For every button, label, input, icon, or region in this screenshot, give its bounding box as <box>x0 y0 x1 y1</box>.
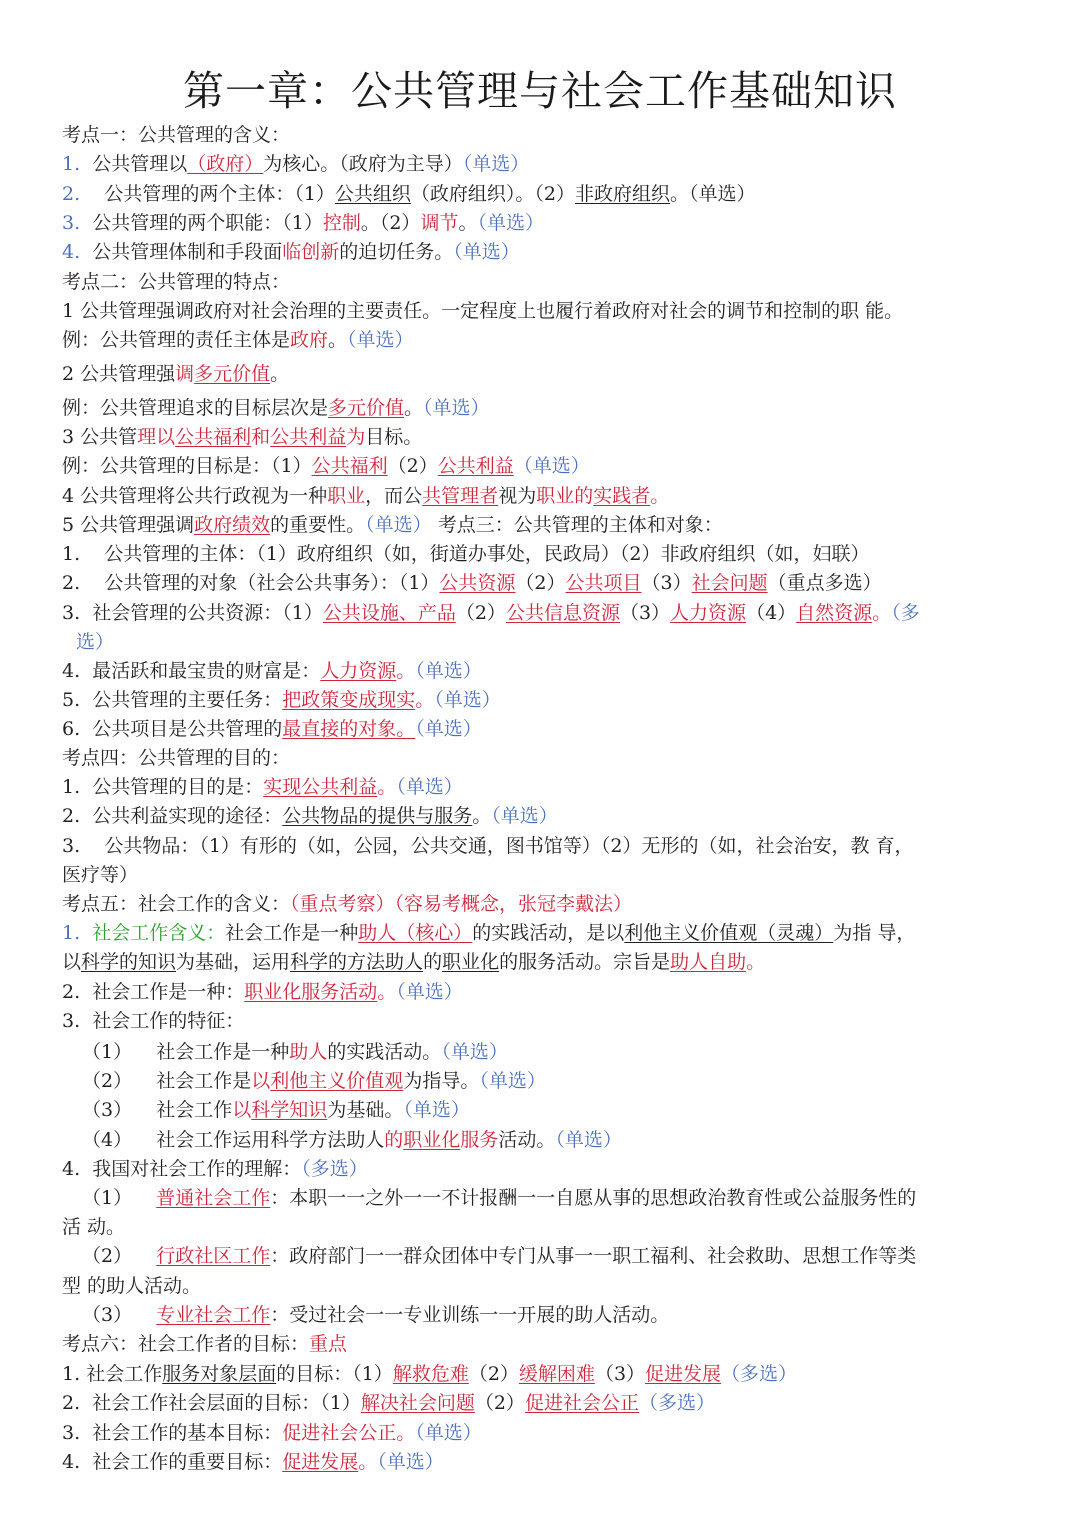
text-run: 社会工作是一种： <box>92 981 245 1003</box>
text-run: （单选） <box>396 776 463 798</box>
list-item <box>62 240 1022 264</box>
text-run: 社会工作含义： <box>92 922 226 944</box>
text-run: 以 <box>62 951 82 973</box>
text-run: 为指 导， <box>833 922 916 944</box>
text-run: 为基础。 <box>327 1099 404 1121</box>
list-item <box>62 542 1022 566</box>
text-run: （3） <box>594 1363 646 1385</box>
text-run: （单选） <box>365 514 432 536</box>
text-run: 公共项目是公共管理的 <box>92 718 283 740</box>
text-run: 活 动。 <box>62 1216 126 1238</box>
text-run: 活动。 <box>498 1129 556 1151</box>
text-run: （4） <box>746 602 797 624</box>
text-run: 。 <box>396 1422 416 1444</box>
text-run: 。 <box>377 981 397 1003</box>
text-run: 公共物品：（1）有形的（如，公园，公共交通，图书馆等）（2）无形的（如，社会治安，教 育， <box>104 835 914 857</box>
text-run: 调节 <box>420 212 459 234</box>
text-run: 多元价值 <box>194 363 271 385</box>
text-run: 公共信息资源 <box>505 602 620 624</box>
text-run: 临创新 <box>282 241 340 263</box>
list-item-continuation <box>62 863 1022 887</box>
text-run: 1 公共管理强调政府对社会治理的主要责任。一定程度上也履行着政府对社会的调节和控制的职 能。 <box>62 300 904 322</box>
text-run: 3. <box>62 1010 81 1032</box>
text-run: 调 <box>175 363 195 385</box>
list-item <box>62 362 1022 386</box>
text-run: 公共组织 <box>334 183 411 205</box>
text-run: 助人 <box>289 1041 328 1063</box>
text-run: 公共管理以 <box>92 153 188 175</box>
text-run: 公共管理的主要任务： <box>92 689 283 711</box>
list-item <box>62 1391 1022 1415</box>
text-run: 共管理者 <box>422 485 499 507</box>
text-run: 社会工作社会层面的目标：（1） <box>92 1392 361 1414</box>
text-run: （重点多选） <box>767 572 882 594</box>
list-item-continuation <box>62 950 1022 974</box>
list-item <box>62 804 1022 828</box>
text-run: （2） <box>455 602 506 624</box>
text-run: 。 <box>650 485 670 507</box>
text-run: 社会管理的公共资源：（1） <box>92 602 323 624</box>
text-run: （1） <box>82 1041 133 1063</box>
text-run: 公共利益 <box>270 426 347 448</box>
text-run: 2. <box>62 183 81 205</box>
text-run: 为指导。 <box>403 1070 480 1092</box>
text-run: 社会工作是一种 <box>156 1041 290 1063</box>
text-run: 行政社区工作 <box>156 1245 271 1267</box>
text-run: （单选） <box>434 689 501 711</box>
text-run: （2） <box>468 1363 519 1385</box>
text-run: （单选） <box>555 1129 622 1151</box>
text-run: （3） <box>641 572 692 594</box>
text-run: （单选） <box>441 1041 508 1063</box>
text-run: 实践者 <box>593 485 651 507</box>
text-run: （单选） <box>479 1070 546 1092</box>
text-run: 职业化服务活动 <box>244 981 378 1003</box>
text-run: （2） <box>82 1070 133 1092</box>
section-heading-6 <box>62 1332 1022 1356</box>
sub-list-item <box>82 1303 1042 1327</box>
text-run: 5. <box>62 689 81 711</box>
text-run: 的重要性。 <box>270 514 366 536</box>
list-item <box>62 484 1022 508</box>
text-run: 考点三：公共管理的主体和对象： <box>431 514 723 536</box>
text-run: 公共管理的主体：（1）政府组织（如，街道办事处，民政局）（2）非政府组织（如，妇联） <box>104 543 870 565</box>
text-run: 人力资源 <box>320 660 397 682</box>
text-run: 4. <box>62 660 81 682</box>
text-run: 为核心。（政府为主导） <box>263 153 463 175</box>
text-run: 2. <box>62 1392 81 1414</box>
sub-list-item <box>82 1069 1042 1093</box>
text-run: 公共利益实现的途径： <box>92 805 283 827</box>
text-run: 职业 <box>536 485 575 507</box>
text-run: （多选） <box>638 1392 715 1414</box>
text-run: 。 <box>396 718 416 740</box>
list-item <box>62 601 1022 625</box>
text-run: 非政府组织 <box>575 183 671 205</box>
text-run: （多选） <box>721 1363 798 1385</box>
text-run: 我国对社会工作的理解： <box>92 1158 302 1180</box>
list-item <box>62 1450 1022 1474</box>
text-run: 1. <box>62 922 81 944</box>
text-run: 利他主义价值观 <box>270 1070 404 1092</box>
sub-list-item <box>82 1128 1042 1152</box>
text-run: 的 <box>384 1129 404 1151</box>
text-run: 的 <box>574 485 594 507</box>
text-run: （单选） <box>423 397 490 419</box>
text-run: 公共物品的提供与服务 <box>282 805 473 827</box>
text-run: （政府组织）。（2） <box>410 183 576 205</box>
text-run: 社会问题 <box>691 572 768 594</box>
text-run: ：本职一一之外一一不计报酬一一自愿从事的思想政治教育性或公益服务性的 <box>270 1187 917 1209</box>
text-run: 1. <box>62 776 81 798</box>
text-run: 公共管理的对象（社会公共事务）：（1） <box>104 572 440 594</box>
text-run: 社会工作的特征： <box>92 1010 245 1032</box>
text-run: 4. <box>62 1451 81 1473</box>
section-heading-1 <box>62 123 1022 147</box>
text-run: （多选） <box>301 1158 368 1180</box>
text-run: 1. <box>62 543 81 565</box>
text-run: 解救危难 <box>392 1363 469 1385</box>
text-run: 解决社会问题 <box>360 1392 475 1414</box>
text-run: （2） <box>515 572 566 594</box>
text-run: 1. <box>62 1363 81 1385</box>
text-run: 例：公共管理的目标是：（1） <box>62 455 312 477</box>
text-run: 3. <box>62 835 81 857</box>
sub-list-item <box>82 1040 1042 1064</box>
text-run: 促进发展 <box>645 1363 722 1385</box>
text-run: 。 <box>415 689 435 711</box>
list-item <box>62 425 1022 449</box>
text-run: 人力资源 <box>670 602 747 624</box>
text-run: 公共福利 <box>175 426 252 448</box>
text-run: 助人自助 <box>670 951 747 973</box>
text-run: 。 <box>746 951 766 973</box>
text-run: 3. <box>62 212 81 234</box>
section-heading-4 <box>62 746 1022 770</box>
sub-list-item <box>82 1244 1042 1268</box>
text-run: （1） <box>82 1187 133 1209</box>
text-run: 多元价值 <box>328 397 405 419</box>
text-run: 4 公共管理将公共行政视为一种 <box>62 485 328 507</box>
text-run: 公共项目 <box>565 572 642 594</box>
text-run: （3） <box>82 1304 133 1326</box>
text-run: 职业 <box>327 485 366 507</box>
text-run: ：政府部门一一群众团体中专门从事一一职工福利、社会救助、思想工作等类 <box>270 1245 917 1267</box>
text-run: 最活跃和最宝贵的财富是： <box>92 660 321 682</box>
text-run: 社会工作的基本目标： <box>92 1422 283 1444</box>
text-run: （2） <box>387 455 438 477</box>
text-run: 。 <box>872 602 892 624</box>
list-item <box>62 775 1022 799</box>
text-run: 服务对象层面 <box>162 1363 277 1385</box>
text-run: （单选） <box>453 241 520 263</box>
text-run: 促进社会公正 <box>282 1422 397 1444</box>
list-item <box>62 513 1022 537</box>
text-run: （4） <box>82 1129 133 1151</box>
text-run: 政府 <box>290 329 329 351</box>
list-item-continuation <box>76 630 1036 654</box>
text-run: 考点五：社会工作的含义： <box>62 893 291 915</box>
text-run: 医疗等） <box>62 864 139 886</box>
text-run: 。 <box>458 212 478 234</box>
text-run: 2 公共管理强 <box>62 363 176 385</box>
sub-list-item <box>82 1098 1042 1122</box>
page-title: 第一章：公共管理与社会工作基础知识 <box>183 67 897 115</box>
text-run: 公共管理的两个职能：（1） <box>92 212 323 234</box>
list-item <box>62 834 1022 858</box>
text-run: 。（单选） <box>670 183 756 205</box>
section-heading-5 <box>62 892 1022 916</box>
text-run: 公共福利 <box>311 455 388 477</box>
text-run: 为 <box>346 426 366 448</box>
text-run: 公共管理的目的是： <box>92 776 264 798</box>
text-run: 社会工作 <box>86 1363 163 1385</box>
text-run: （单选） <box>513 455 590 477</box>
text-run: 考点二：公共管理的特点： <box>62 271 291 293</box>
example-line <box>62 328 1022 352</box>
text-run: 。 <box>377 776 397 798</box>
text-run: 选） <box>76 631 115 653</box>
list-item <box>62 659 1022 683</box>
text-run: 4. <box>62 241 81 263</box>
text-run: （3） <box>82 1099 133 1121</box>
text-run: 把政策变成现实 <box>282 689 416 711</box>
text-run: 以 <box>232 1099 252 1121</box>
text-run: 和 <box>251 426 271 448</box>
list-item <box>62 571 1022 595</box>
text-run: （2） <box>82 1245 133 1267</box>
text-run: 公共资源 <box>439 572 516 594</box>
text-run: 社会工作是一种 <box>225 922 359 944</box>
text-run: 。 <box>328 329 348 351</box>
text-run: 2. <box>62 981 81 1003</box>
text-run: 5 公共管理强调 <box>62 514 195 536</box>
text-run: 促进发展 <box>282 1451 359 1473</box>
text-run: 例：公共管理追求的目标层次是 <box>62 397 329 419</box>
text-run: 。 <box>270 363 290 385</box>
list-item <box>62 299 1022 323</box>
text-run: 的实践活动。 <box>327 1041 442 1063</box>
text-run: 公共管理体制和手段面 <box>92 241 283 263</box>
text-run: 的实践活动，是以 <box>472 922 625 944</box>
text-run: 自然资源 <box>796 602 873 624</box>
text-run: 2. <box>62 572 81 594</box>
list-item <box>62 182 1022 206</box>
text-run: ，而公 <box>365 485 423 507</box>
text-run: 社会工作 <box>156 1099 233 1121</box>
sub-list-item-continuation <box>62 1274 1022 1298</box>
text-run: 科学的方法助人 <box>290 951 424 973</box>
text-run: 例：公共管理的责任主体是 <box>62 329 291 351</box>
text-run: 政府绩效 <box>194 514 271 536</box>
text-run: 社会工作运用科学方法助人 <box>156 1129 385 1151</box>
text-run: 职业化 <box>442 951 500 973</box>
text-run: 控制 <box>322 212 361 234</box>
text-run: 考点四：公共管理的目的： <box>62 747 291 769</box>
list-item <box>62 980 1022 1004</box>
text-run: （单选） <box>415 1422 482 1444</box>
text-run: 4. <box>62 1158 81 1180</box>
text-run: （重点考察）（容易考概念，张冠李戴法） <box>290 893 633 915</box>
text-run: （单选） <box>462 153 530 175</box>
text-run: 考点六：社会工作者的目标： <box>62 1333 310 1355</box>
text-run: （单选） <box>491 805 558 827</box>
text-run: 最直接的对象 <box>282 718 397 740</box>
text-run: 重点 <box>309 1333 348 1355</box>
text-run: 的服务活动。宗旨是 <box>499 951 671 973</box>
list-item <box>62 1157 1022 1181</box>
text-run: 科学知识 <box>251 1099 328 1121</box>
text-run: 职业化 <box>403 1129 461 1151</box>
text-run: 助人（核心） <box>358 922 473 944</box>
text-run: 3. <box>62 602 81 624</box>
text-run: 3. <box>62 1422 81 1444</box>
text-run: 。 <box>404 397 424 419</box>
text-run: 的迫切任务。 <box>339 241 454 263</box>
list-item <box>62 1421 1022 1445</box>
text-run: ：受过社会一一专业训练一一开展的助人活动。 <box>270 1304 670 1326</box>
text-run: 社会工作是 <box>156 1070 252 1092</box>
text-run: （多 <box>891 602 920 624</box>
text-run: 为基础，运用 <box>176 951 291 973</box>
text-run: 视为 <box>498 485 537 507</box>
sub-list-item-continuation <box>62 1215 1022 1239</box>
text-run: （单选） <box>377 1451 444 1473</box>
sub-list-item <box>82 1186 1042 1210</box>
example-line <box>62 396 1022 420</box>
list-item <box>62 1362 1022 1386</box>
text-run: （单选） <box>396 981 463 1003</box>
list-item <box>62 152 1022 176</box>
text-run: 科学的知识 <box>81 951 177 973</box>
text-run: （3） <box>619 602 671 624</box>
text-run: （单选） <box>477 212 544 234</box>
text-run: 以 <box>251 1070 271 1092</box>
list-item <box>62 1009 1022 1033</box>
example-line <box>62 454 1022 478</box>
text-run: （单选） <box>415 718 482 740</box>
text-run: 缓解困难 <box>518 1363 595 1385</box>
section-heading-2 <box>62 270 1022 294</box>
text-run: （2） <box>474 1392 525 1414</box>
text-run: 目标。 <box>365 426 423 448</box>
list-item <box>62 921 1022 945</box>
text-run: （单选） <box>403 1099 470 1121</box>
text-run: 。 <box>358 1451 378 1473</box>
text-run: 型 的助人活动。 <box>62 1275 202 1297</box>
text-run: （政府） <box>187 153 264 175</box>
text-run: 的目标：（1） <box>276 1363 393 1385</box>
text-run: 。 <box>396 660 416 682</box>
text-run: 专业社会工作 <box>156 1304 271 1326</box>
text-run: 理以 <box>137 426 176 448</box>
text-run: 考点一：公共管理的含义： <box>62 124 291 146</box>
text-run: （单选） <box>415 660 482 682</box>
text-run: 公共设施、产品 <box>322 602 456 624</box>
text-run: 。（2） <box>360 212 421 234</box>
text-run: 公共管理的两个主体：（1） <box>104 183 335 205</box>
text-run: 普通社会工作 <box>156 1187 271 1209</box>
text-run: （单选） <box>347 329 414 351</box>
text-run: 社会工作的重要目标： <box>92 1451 283 1473</box>
text-run: 促进社会公正 <box>524 1392 639 1414</box>
list-item <box>62 688 1022 712</box>
text-run: 6. <box>62 718 81 740</box>
text-run: 3 公共管 <box>62 426 138 448</box>
text-run: 。 <box>472 805 492 827</box>
text-run: 公共利益 <box>437 455 514 477</box>
text-run: 实现公共利益 <box>263 776 378 798</box>
text-run: 利他主义价值观（灵魂） <box>624 922 834 944</box>
text-run: 2. <box>62 805 81 827</box>
list-item <box>62 211 1022 235</box>
list-item <box>62 717 1022 741</box>
text-run: 1. <box>62 153 81 175</box>
text-run: 的 <box>423 951 443 973</box>
text-run: 服务 <box>460 1129 499 1151</box>
